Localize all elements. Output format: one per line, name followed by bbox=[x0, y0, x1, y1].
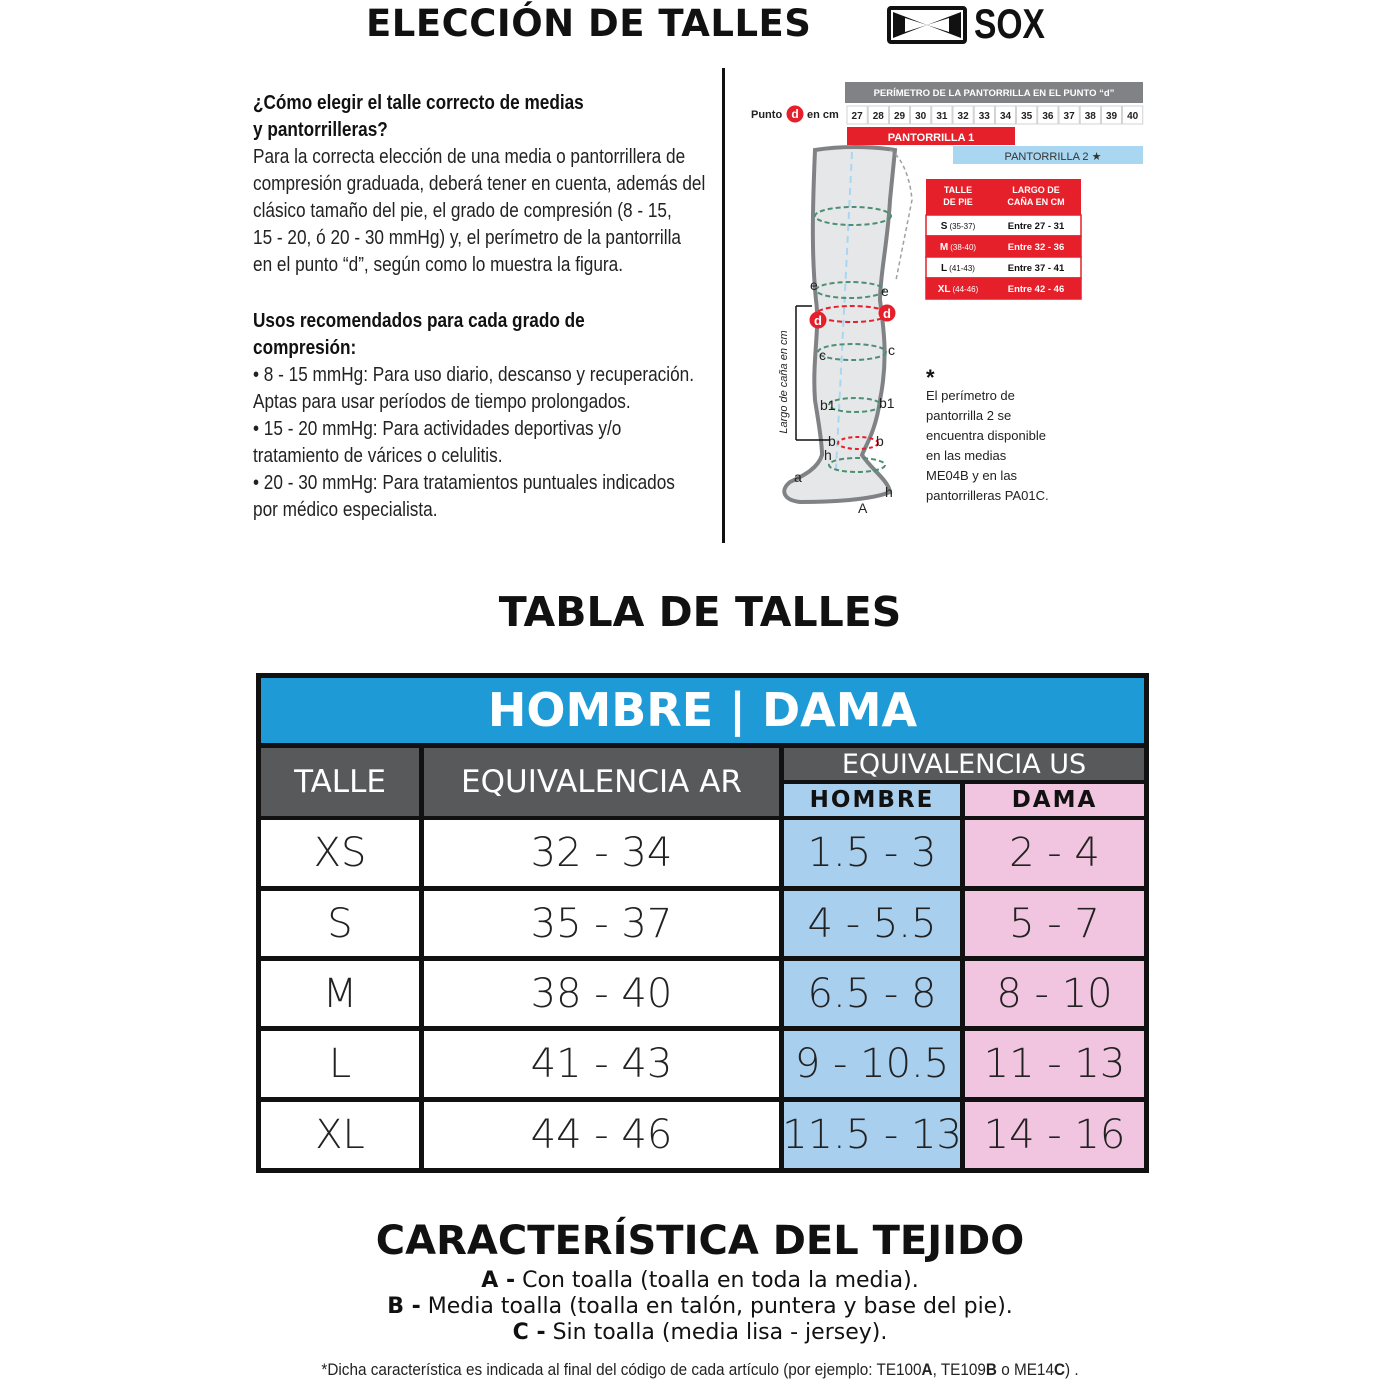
cm-value: 27 bbox=[851, 111, 863, 122]
leg-measurement-diagram bbox=[745, 76, 1155, 521]
foot-table-largo: Entre 37 - 41 bbox=[1007, 263, 1065, 274]
fabric-code: A - bbox=[481, 1268, 516, 1293]
cm-values-row bbox=[847, 106, 1143, 124]
cell-us-dama: 11 - 13 bbox=[965, 1031, 1144, 1097]
col-header-us-hombre: HOMBRE bbox=[784, 784, 960, 816]
guide-text-line: • 15 - 20 mmHg: Para actividades deportivas y/o bbox=[253, 418, 622, 440]
size-table-title: TABLA DE TALLES bbox=[498, 588, 902, 636]
point-h-label: h bbox=[885, 484, 893, 500]
en-cm-label: en cm bbox=[807, 109, 839, 121]
cell-us-hombre: 1.5 - 3 bbox=[784, 820, 960, 886]
footnote-text: o ME14 bbox=[996, 1360, 1054, 1379]
pantorrilla-1-label: PANTORRILLA 1 bbox=[887, 132, 975, 144]
cm-value: 31 bbox=[936, 111, 948, 122]
fabric-item-c bbox=[0, 1320, 1400, 1345]
foot-table-size bbox=[940, 242, 976, 253]
foot-table-largo: Entre 32 - 36 bbox=[1007, 242, 1065, 253]
footnote-text: , TE109 bbox=[932, 1360, 986, 1379]
cell-us-hombre: 4 - 5.5 bbox=[784, 891, 960, 956]
foot-table-size bbox=[938, 284, 979, 295]
col-header-equivalencia-ar: EQUIVALENCIA AR bbox=[424, 748, 779, 816]
cell-talle: XS bbox=[261, 820, 419, 886]
footnote-code: A bbox=[921, 1360, 933, 1379]
fabric-description: Con toalla (toalla en toda la media). bbox=[522, 1268, 919, 1293]
guide-uses-title: compresión: bbox=[253, 337, 357, 359]
cm-value: 30 bbox=[915, 111, 927, 122]
size-table bbox=[256, 673, 1149, 1173]
note-star: * bbox=[926, 365, 935, 390]
foot-table-talle: S bbox=[940, 221, 948, 232]
foot-table-header-largo: LARGO DE bbox=[1012, 185, 1060, 195]
cell-talle: M bbox=[261, 961, 419, 1026]
foot-table-largo: Entre 42 - 46 bbox=[1007, 284, 1065, 295]
foot-table-size bbox=[941, 263, 975, 274]
cm-value: 39 bbox=[1105, 111, 1118, 122]
cell-us-dama: 5 - 7 bbox=[965, 891, 1144, 956]
cm-value: 34 bbox=[999, 111, 1012, 122]
cell-us-hombre: 9 - 10.5 bbox=[784, 1031, 960, 1097]
fabric-item-a bbox=[0, 1268, 1400, 1293]
foot-table-header-talle: TALLE bbox=[943, 185, 973, 195]
point-c-label: c bbox=[888, 342, 895, 358]
cell-equivalencia-ar: 41 - 43 bbox=[424, 1031, 779, 1097]
point-e-label: e bbox=[810, 277, 818, 293]
fabric-code: B - bbox=[387, 1294, 421, 1319]
page-title: ELECCIÓN DE TALLES bbox=[366, 2, 812, 45]
cm-value: 37 bbox=[1063, 111, 1075, 122]
guide-text-line: compresión graduada, deberá tener en cuenta, además del bbox=[253, 173, 706, 195]
foot-table-talle: XL bbox=[937, 284, 951, 295]
cell-equivalencia-ar: 38 - 40 bbox=[424, 961, 779, 1026]
note-line: El perímetro de bbox=[926, 388, 1015, 403]
guide-uses-title: Usos recomendados para cada grado de bbox=[253, 310, 585, 332]
cm-value: 36 bbox=[1042, 111, 1054, 122]
point-A-label: A bbox=[858, 500, 868, 516]
col-header-talle: TALLE bbox=[261, 748, 419, 816]
note-line: ME04B y en las bbox=[926, 468, 1018, 483]
footnote-code: C bbox=[1053, 1360, 1066, 1379]
fabric-characteristics-title: CARACTERÍSTICA DEL TEJIDO bbox=[375, 1218, 1025, 1264]
foot-table-range: (41-43) bbox=[949, 264, 975, 273]
fabric-item-b bbox=[0, 1294, 1400, 1319]
foot-table-range: (44-46) bbox=[952, 285, 979, 294]
point-h-label: h bbox=[824, 447, 832, 463]
footnote-code: B bbox=[985, 1360, 997, 1379]
point-e-label: e bbox=[881, 283, 889, 299]
point-b-label: b bbox=[828, 433, 836, 449]
cm-value: 28 bbox=[872, 111, 884, 122]
point-a-label: a bbox=[794, 469, 802, 485]
cell-talle: XL bbox=[261, 1102, 419, 1168]
leg-length-label: Largo de caña en cm bbox=[778, 330, 790, 434]
footnote bbox=[70, 1360, 1330, 1380]
foot-table-range: (35-37) bbox=[949, 222, 976, 231]
guide-text-line: en el punto “d”, según como lo muestra la figura. bbox=[253, 254, 624, 276]
cell-us-dama: 8 - 10 bbox=[965, 961, 1144, 1026]
fabric-description: Media toalla (toalla en talón, puntera y base del pie). bbox=[427, 1294, 1013, 1319]
point-b-label: b bbox=[876, 433, 884, 449]
cm-value: 29 bbox=[893, 111, 906, 122]
foot-table-range: (38-40) bbox=[950, 243, 977, 252]
cell-equivalencia-ar: 35 - 37 bbox=[424, 891, 779, 956]
guide-text-line: clásico tamaño del pie, el grado de compresión (8 - 15, bbox=[253, 200, 672, 222]
guide-question-title: ¿Cómo elegir el talle correcto de medias bbox=[253, 92, 584, 114]
foot-table-largo: Entre 27 - 31 bbox=[1007, 221, 1065, 232]
cm-value: 40 bbox=[1127, 111, 1139, 122]
cell-talle: L bbox=[261, 1031, 419, 1097]
fabric-description: Sin toalla (media lisa - jersey). bbox=[552, 1320, 888, 1345]
punto-label: Punto bbox=[751, 109, 783, 121]
punto-letter: d bbox=[791, 107, 799, 121]
note-line: encuentra disponible bbox=[926, 428, 1046, 443]
point-b1-label: b1 bbox=[879, 395, 895, 411]
point-b1-label: b1 bbox=[820, 397, 836, 413]
point-d-label: d bbox=[814, 313, 822, 328]
footnote-text: ) . bbox=[1065, 1360, 1079, 1379]
pantorrilla-2-label: PANTORRILLA 2 ★ bbox=[1004, 151, 1102, 163]
point-d-label: d bbox=[883, 306, 891, 321]
foot-table-rows bbox=[926, 215, 1081, 299]
guide-text-line: 15 - 20, ó 20 - 30 mmHg) y, el perímetro de la pantorrilla bbox=[253, 227, 681, 249]
guide-text-line: • 8 - 15 mmHg: Para uso diario, descanso y recuperación. bbox=[253, 364, 695, 386]
cell-talle: S bbox=[261, 891, 419, 956]
foot-table-talle: M bbox=[939, 242, 949, 253]
guide-text-line: • 20 - 30 mmHg: Para tratamientos puntuales indicados bbox=[253, 472, 675, 494]
guide-text-line: Para la correcta elección de una media o pantorrillera de bbox=[253, 146, 686, 168]
note-line: en las medias bbox=[926, 448, 1007, 463]
size-table-banner: HOMBRE | DAMA bbox=[261, 678, 1144, 743]
perimeter-title: PERÍMETRO DE LA PANTORRILLA EN EL PUNTO “d” bbox=[873, 88, 1115, 99]
cell-us-hombre: 11.5 - 13 bbox=[784, 1102, 960, 1168]
foot-table-talle: L bbox=[941, 263, 948, 274]
guide-text-line: Aptas para usar períodos de tiempo prolongados. bbox=[253, 391, 631, 413]
guide-text-line: tratamiento de várices o celulitis. bbox=[253, 445, 503, 467]
guide-uses bbox=[253, 308, 695, 524]
cm-value: 38 bbox=[1084, 111, 1096, 122]
note-line: pantorrilla 2 se bbox=[926, 408, 1012, 423]
cell-us-dama: 14 - 16 bbox=[965, 1102, 1144, 1168]
guide-question bbox=[253, 90, 706, 279]
foot-table-header-largo: CAÑA EN CM bbox=[1007, 197, 1065, 207]
footnote-text: *Dicha característica es indicada al final del código de cada artículo (por ejemplo: TE100 bbox=[321, 1360, 922, 1379]
column-divider bbox=[722, 68, 725, 543]
cell-equivalencia-ar: 32 - 34 bbox=[424, 820, 779, 886]
point-c-label: c bbox=[819, 347, 826, 363]
sox-logo-icon bbox=[887, 6, 967, 44]
cm-value: 33 bbox=[978, 111, 990, 122]
brand-name: SOX bbox=[974, 0, 1045, 47]
col-header-us-dama: DAMA bbox=[965, 784, 1144, 816]
col-header-equivalencia-us: EQUIVALENCIA US bbox=[784, 748, 1144, 780]
guide-question-title: y pantorrilleras? bbox=[253, 119, 388, 141]
cm-value: 35 bbox=[1021, 111, 1033, 122]
fabric-code: C - bbox=[512, 1320, 546, 1345]
cell-us-hombre: 6.5 - 8 bbox=[784, 961, 960, 1026]
cell-us-dama: 2 - 4 bbox=[965, 820, 1144, 886]
guide-text-line: por médico especialista. bbox=[253, 499, 438, 521]
foot-table-header-talle: DE PIE bbox=[943, 197, 973, 207]
foot-table-size bbox=[941, 221, 976, 232]
note-line: pantorrilleras PA01C. bbox=[926, 488, 1049, 503]
cell-equivalencia-ar: 44 - 46 bbox=[424, 1102, 779, 1168]
cm-value: 32 bbox=[957, 111, 969, 122]
